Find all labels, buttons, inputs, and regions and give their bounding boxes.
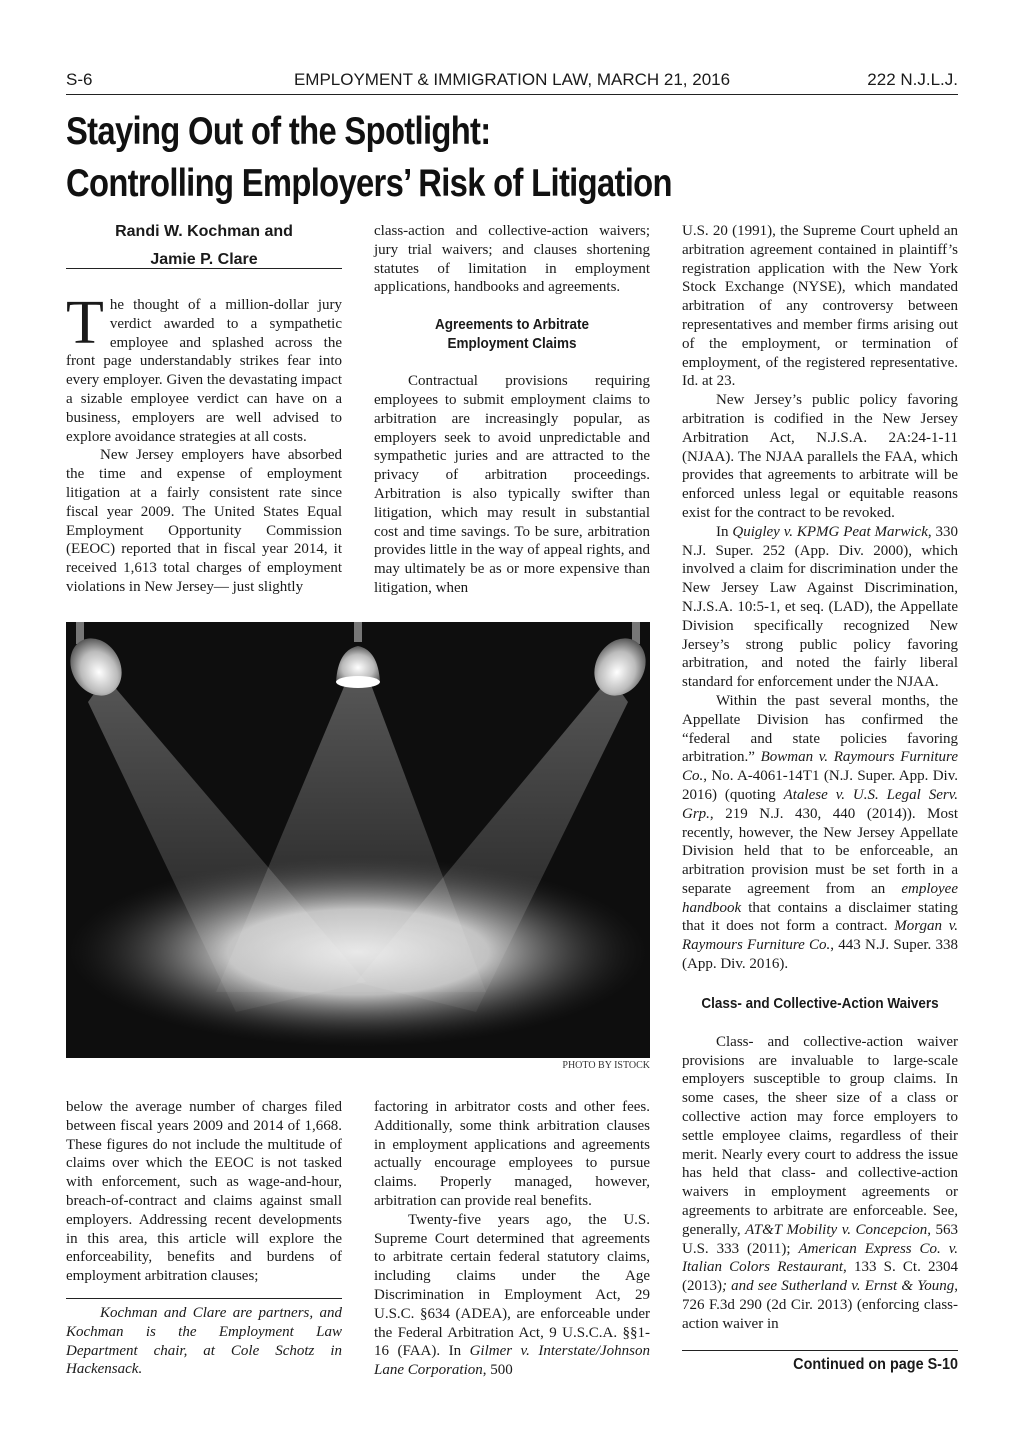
author-line-2: Jamie P. Clare — [150, 251, 258, 268]
spotlight-photo — [66, 622, 650, 1058]
paragraph: factoring in arbitrator costs and other fees. Additionally, some think arbitration clauses in employment applications and agreements actually encourage employees to pursue claims. Properly managed, however, arbitration can provide real benefits. — [374, 1099, 650, 1209]
running-header — [66, 66, 958, 95]
paragraph: below the average number of charges filed between fiscal years 2009 and 2014 of 1,668. These figures do not include the multitude of claims over which the EEOC is not tasked with enforcement, such as wage-and-hour, breach-of-contract and claims against small employers. Addressing recent developments in this area, this article will explore the enforceability, benefits and burdens of employment arbitration clauses; — [66, 1099, 342, 1285]
paragraph — [66, 289, 342, 446]
photo-credit: PHOTO BY ISTOCK — [562, 1060, 650, 1071]
case-name: Bowman v. Raymours Furniture Co. — [682, 749, 958, 785]
column-1-bottom — [66, 1098, 342, 1286]
case-name: Morgan v. Raymours Furniture Co. — [682, 918, 958, 954]
paragraph: Class- and collective-action waiver provisions are invaluable to large-scale employers susceptible to group claims. In some cases, the sheer size of a class or collective action may force employers to settle employee claims, regardless of their merit. Nearly every court to address the issue has held that class- and collective-action waivers in employment agreements or agreements to arbitrate are enforceable. See, generally, AT&T Mobility v. Concepcion, 563 U.S. 333 (2011); American Express Co. v. Italian Colors Restaurant, 133 S. Ct. 2304 (2013); and see Sutherland v. Ernst & Young, 726 F.3d 290 (2d Cir. 2013) (enforcing class-action waiver in — [682, 1033, 958, 1332]
section-heading: Class- and Collective-Action Waivers — [701, 994, 939, 1012]
section-heading — [388, 315, 636, 353]
page-label: S-6 — [66, 70, 93, 89]
heading-line-1: Agreements to Arbitrate — [434, 316, 590, 334]
paragraph: class-action and collective-action waivers; jury trial waivers; and clauses shortening statutes of limitation in employment applications, handbooks and agreements. — [374, 223, 650, 296]
emphasis: employee handbook — [682, 880, 958, 916]
section-title: EMPLOYMENT & IMMIGRATION LAW, MARCH 21, 2016 — [293, 70, 731, 89]
author-line-1: Randi W. Kochman and — [115, 223, 293, 240]
article-title — [66, 106, 672, 210]
byline-divider — [66, 268, 342, 269]
title-line-1: Staying Out of the Spotlight: — [66, 110, 491, 153]
column-1-top — [66, 289, 342, 597]
case-name: Sutherland v. Ernst & Young — [781, 1278, 955, 1295]
case-name: Atalese v. U.S. Legal Serv. Grp. — [682, 786, 958, 822]
continued-divider — [682, 1350, 958, 1351]
case-name: American Express Co. v. Italian Colors Restaurant — [682, 1240, 958, 1276]
continued-link[interactable]: Continued on page S-10 — [793, 1356, 958, 1373]
paragraph: New Jersey employers have absorbed the time and expense of employment litigation at a fairly consistent rate since fiscal year 2009. The United States Equal Employment Opportunity Commission (EEOC) reported that in fiscal year 2014, it received 1,613 total charges of employment violations in New Jersey— just slightly — [66, 447, 342, 595]
case-name: AT&T Mobility v. Concepcion — [745, 1221, 928, 1238]
column-2-bottom — [374, 1098, 650, 1380]
column-2-top — [374, 222, 650, 598]
case-name: Gilmer v. Interstate/Johnson Lane Corporation — [374, 1343, 650, 1379]
heading-line-2: Employment Claims — [447, 335, 577, 353]
paragraph: Twenty-five years ago, the U.S. Supreme Court determined that agreements to arbitrate certain federal statutory claims, including claims under the Age Discrimination in Employment Act, 29 U.S.C. §634 (ADEA), are enforceable under the Federal Arbitration Act, 9 U.S.C.A. §§1-16 (FAA). In Gilmer v. Interstate/Johnson Lane Corporation, 500 — [374, 1211, 650, 1379]
paragraph: Within the past several months, the Appellate Division has confirmed the “federal and state policies favoring arbitration.” Bowman v. Raymours Furniture Co., No. A-4061-14T1 (N.J. Super. App. Div. 2016) (quoting Atalese v. U.S. Legal Serv. Grp., 219 N.J. 430, 440 (2014)). Most recently, however, the New Jersey Appellate Division held that to be enforceable, an arbitration provision must be set forth in a separate agreement from an employee handbook that contains a disclaimer stating that it does not form a contract. Morgan v. Raymours Furniture Co., 443 N.J. Super. 338 (App. Div. 2016). — [682, 692, 958, 973]
paragraph: In Quigley v. KPMG Peat Marwick, 330 N.J. Super. 252 (App. Div. 2000), which involved a claim for discrimination under the New Jersey Law Against Discrimination, N.J.S.A. 10:5-1, et seq. (LAD), the Appellate Division specifically recognized New Jersey’s strong public policy favoring arbitration, and noted the fairly liberal standard for enforcement under the NJAA. — [682, 523, 958, 691]
paragraph: Contractual provisions requiring employees to submit employment claims to arbitration are increasingly popular, as employers seek to avoid unpredictable and sympathetic juries and are attracted to the privacy of arbitration proceedings. Arbitration is also typically swifter than litigation, which may result in substantial cost and time savings. To be sure, arbitration provides little in the way of appeal rights, and may ultimately be as or more expensive than litigation, when — [374, 373, 650, 596]
author-bio: Kochman and Clare are partners, and Kochman is the Employment Law Department chair, at Cole Schotz in Hackensack. — [66, 1305, 342, 1378]
paragraph: U.S. 20 (1991), the Supreme Court upheld an arbitration agreement contained in plaintiff’s registration application with the New York Stock Exchange (NYSE), which mandated arbitration of any controversy between representatives and member firms arising out of the employment, or termination of employment, of the registered representative. Id. at 23. — [682, 223, 958, 390]
drop-cap: T — [66, 289, 104, 357]
case-name: Quigley v. KPMG Peat Marwick — [732, 523, 928, 540]
column-3 — [682, 222, 958, 1334]
bio-divider — [66, 1298, 342, 1299]
paragraph-text: he thought of a million-dollar jury verdict awarded to a sympathetic employee and splashed across the front page understandably strikes fear into every employer. Given the devastating impact a sizable employee verdict can have on a business, employers are well advised to explore avoidance strategies at all costs. — [66, 297, 342, 445]
journal-citation: 222 N.J.L.J. — [867, 70, 958, 89]
title-line-2: Controlling Employers’ Risk of Litigation — [66, 162, 672, 205]
paragraph: New Jersey’s public policy favoring arbitration is codified in the New Jersey Arbitration Act, N.J.S.A. 2A:24-1-11 (NJAA). The NJAA parallels the FAA, which provides that agreements to arbitrate will be enforced unless legal or equitable reasons exist for the contract to be revoked. — [682, 392, 958, 521]
byline — [66, 218, 342, 274]
